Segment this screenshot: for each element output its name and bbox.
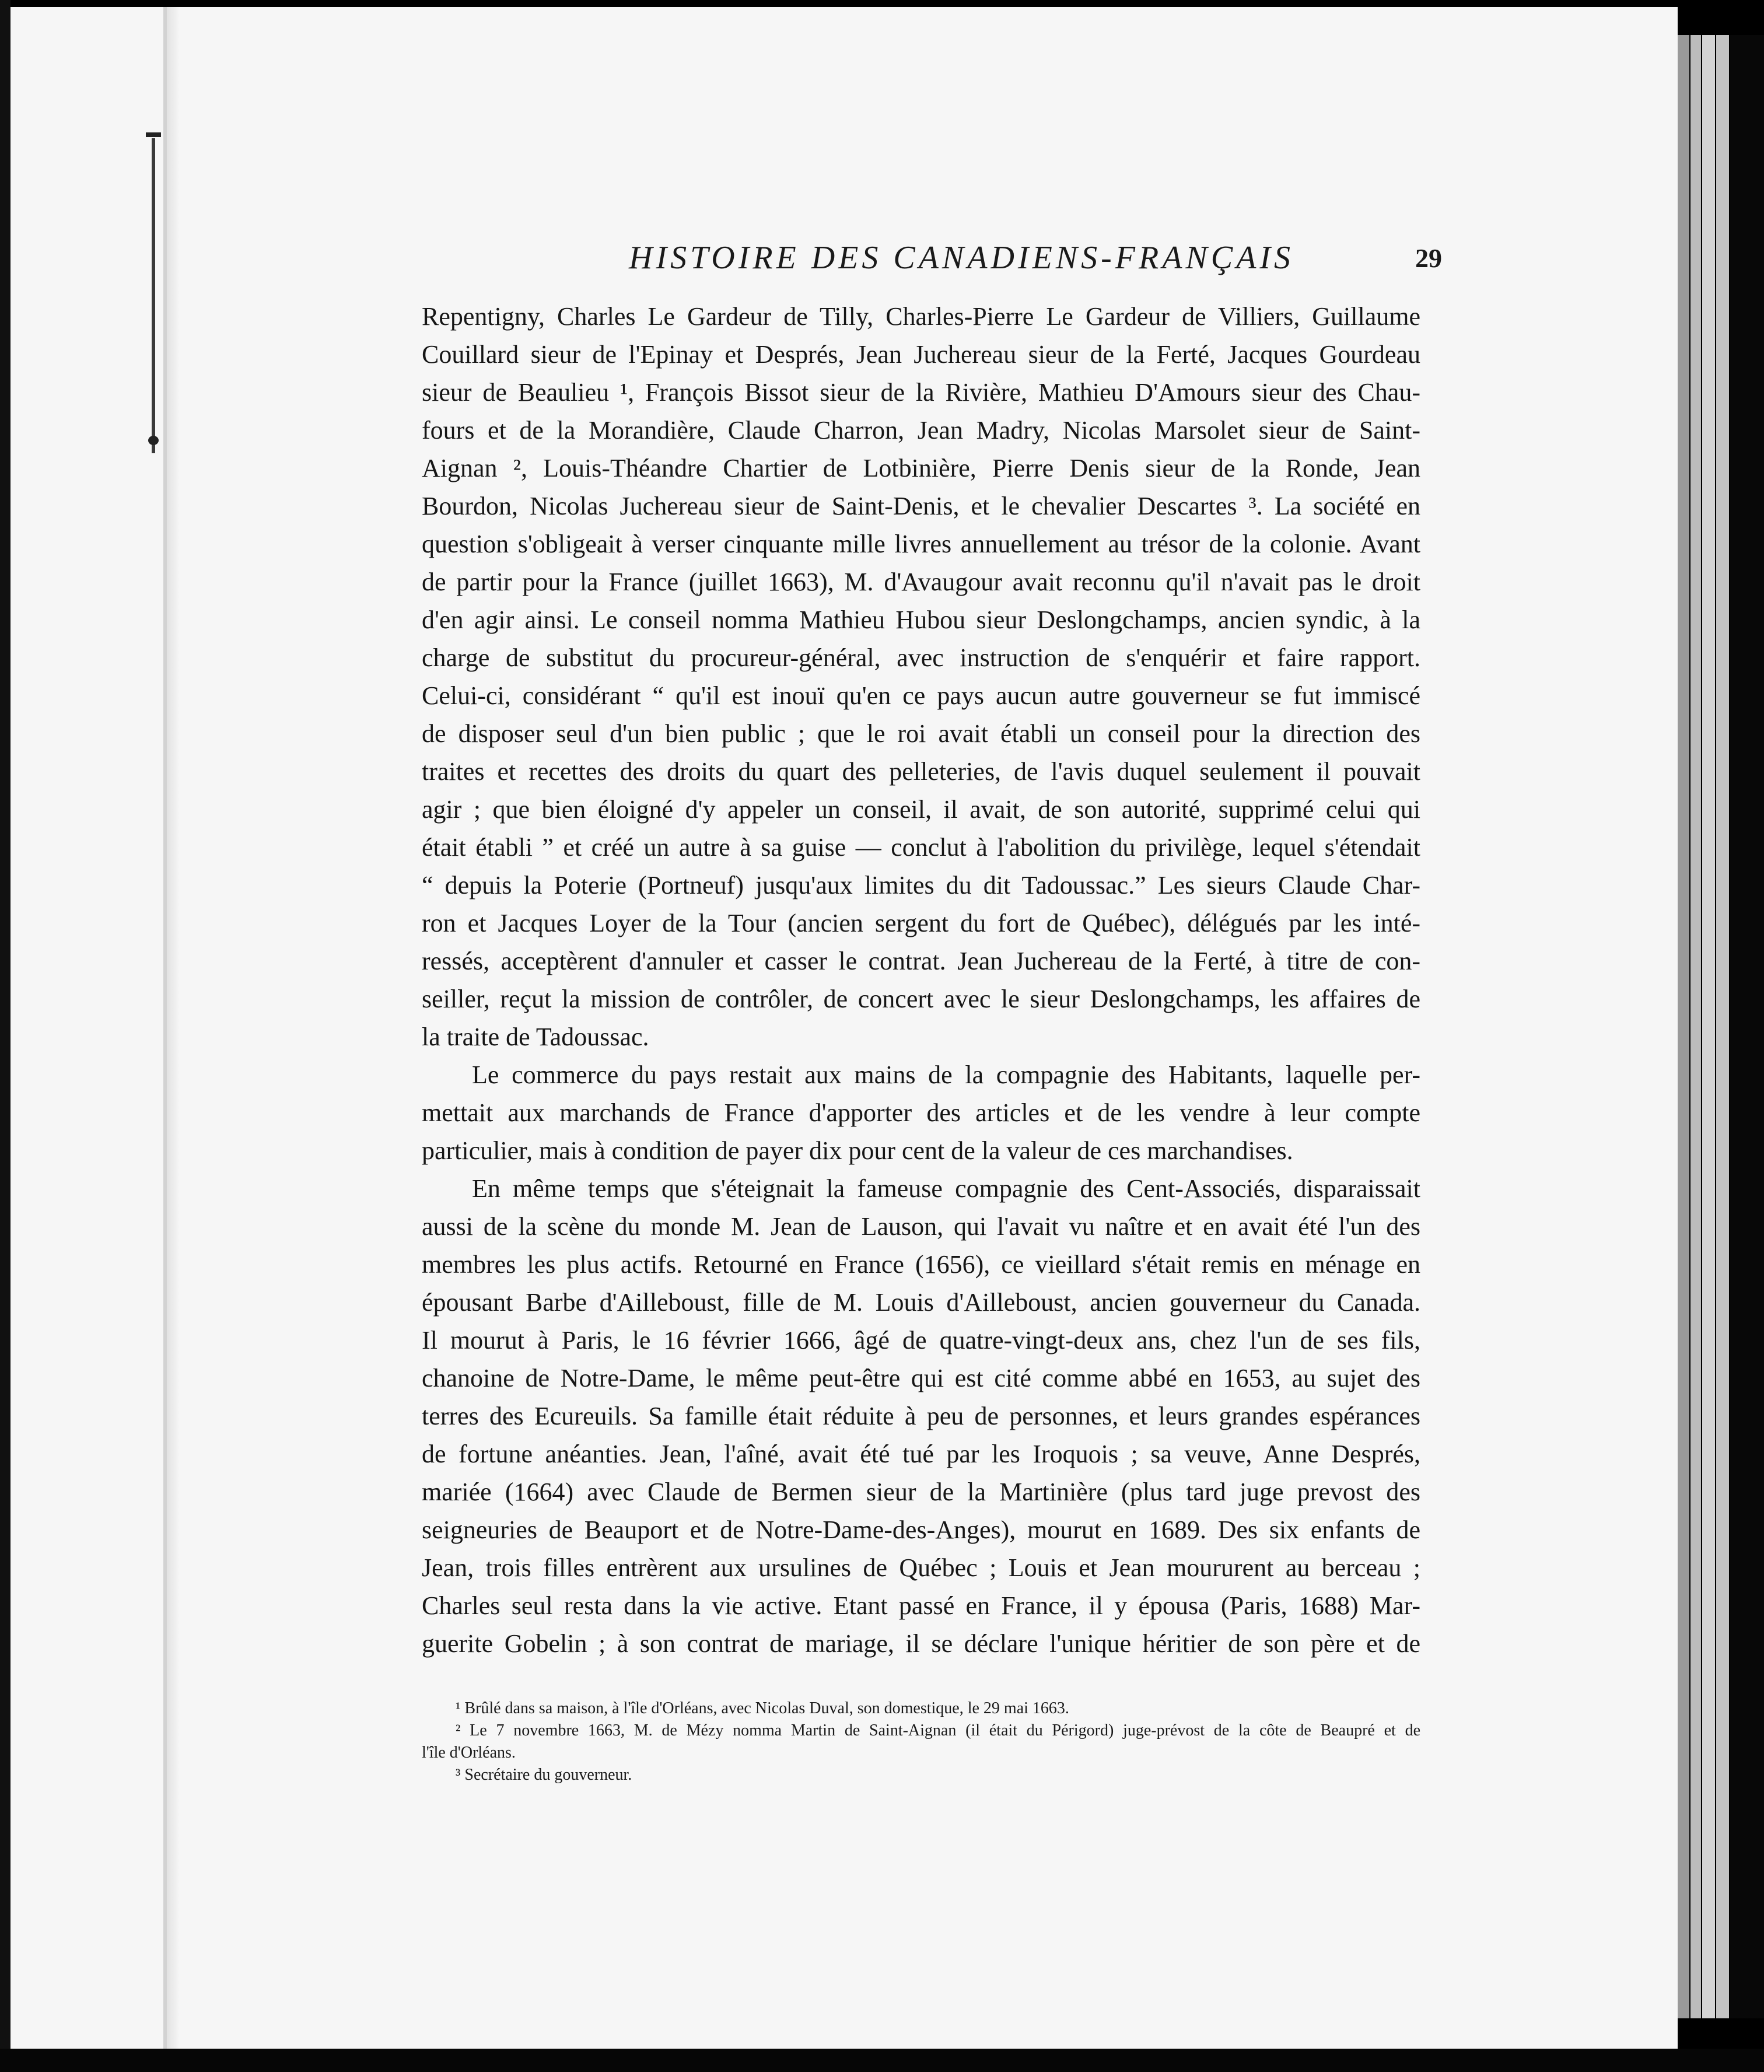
text-line: ron et Jacques Loyer de la Tour (ancien sergent du fort de Québec), délégués par les inté- bbox=[422, 909, 1420, 937]
text-line: de fortune anéanties. Jean, l'aîné, avait été tué par les Iroquois ; sa veuve, Anne Després, bbox=[422, 1440, 1420, 1468]
scan-right-edge bbox=[1730, 35, 1764, 2018]
text-line: était établi ” et créé un autre à sa guise — conclut à l'abolition du privilège, lequel s'étendait bbox=[422, 833, 1420, 862]
text-line: mettait aux marchands de France d'apporter des articles et de les vendre à leur compte bbox=[422, 1098, 1420, 1127]
scan-left-edge bbox=[0, 0, 10, 2072]
text-line: Il mourut à Paris, le 16 février 1666, âgé de quatre-vingt-deux ans, chez l'un de ses fils, bbox=[422, 1326, 1420, 1354]
text-line: agir ; que bien éloigné d'y appeler un conseil, il avait, de son autorité, supprimé celui qui bbox=[422, 795, 1420, 824]
book-page bbox=[10, 7, 1678, 2049]
text-line: ressés, acceptèrent d'annuler et casser le contrat. Jean Juchereau de la Ferté, à titre de con- bbox=[422, 947, 1420, 975]
text-line: guerite Gobelin ; à son contrat de mariage, il se déclare l'unique héritier de son père et de bbox=[422, 1629, 1420, 1658]
text-line: seigneuries de Beauport et de Notre-Dame-des-Anges), mourut en 1689. Des six enfants de bbox=[422, 1516, 1420, 1544]
footnote: ² Le 7 novembre 1663, M. de Mézy nomma Martin de Saint-Aignan (il était du Périgord) juge-prévost de la côte de Beaupré et de bbox=[456, 1721, 1420, 1740]
text-line: charge de substitut du procureur-général, avec instruction de s'enquérir et faire rapport. bbox=[422, 643, 1420, 672]
text-line: Couillard sieur de l'Epinay et Després, Jean Juchereau sieur de la Ferté, Jacques Gourdeau bbox=[422, 340, 1420, 369]
gutter-shade bbox=[167, 7, 180, 2049]
footnote-continuation: l'île d'Orléans. bbox=[422, 1744, 516, 1762]
text-line: la traite de Tadoussac. bbox=[422, 1023, 649, 1051]
text-line: En même temps que s'éteignait la fameuse compagnie des Cent-Associés, disparaissait bbox=[472, 1174, 1420, 1203]
footnote: ³ Secrétaire du gouverneur. bbox=[456, 1766, 632, 1784]
page-stack-sheet bbox=[1716, 35, 1729, 2018]
body-text bbox=[422, 298, 1420, 1662]
text-line: Celui-ci, considérant “ qu'il est inouï qu'en ce pays aucun autre gouverneur se fut immiscé bbox=[422, 681, 1420, 710]
text-line: épousant Barbe d'Ailleboust, fille de M. Louis d'Ailleboust, ancien gouverneur du Canada. bbox=[422, 1288, 1420, 1317]
page-number: 29 bbox=[1415, 243, 1442, 273]
text-line: de partir pour la France (juillet 1663), M. d'Avaugour avait reconnu qu'il n'avait pas le droit bbox=[422, 568, 1420, 596]
scan-bottom-edge bbox=[0, 2049, 1764, 2072]
text-line: Jean, trois filles entrèrent aux ursulines de Québec ; Louis et Jean moururent au berceau ; bbox=[422, 1553, 1420, 1582]
text-line: aussi de la scène du monde M. Jean de Lauson, qui l'avait vu naître et en avait été l'un des bbox=[422, 1212, 1420, 1241]
text-line: question s'obligeait à verser cinquante mille livres annuellement au trésor de la colonie. Avant bbox=[422, 530, 1420, 558]
text-line: sieur de Beaulieu ¹, François Bissot sieur de la Rivière, Mathieu D'Amours sieur des Chau- bbox=[422, 378, 1420, 407]
text-line: Bourdon, Nicolas Juchereau sieur de Saint-Denis, et le chevalier Descartes ³. La société en bbox=[422, 492, 1420, 520]
text-line: traites et recettes des droits du quart des pelleteries, de l'avis duquel seulement il pouvait bbox=[422, 757, 1420, 786]
text-line: “ depuis la Poterie (Portneuf) jusqu'aux limites du dit Tadoussac.” Les sieurs Claude Char- bbox=[422, 871, 1420, 900]
binding-thread bbox=[146, 132, 161, 459]
text-line: mariée (1664) avec Claude de Bermen sieur de la Martinière (plus tard juge prevost des bbox=[422, 1478, 1420, 1506]
text-line: seiller, reçut la mission de contrôler, de concert avec le sieur Deslongchamps, les affaires de bbox=[422, 985, 1420, 1013]
text-line: de disposer seul d'un bien public ; que le roi avait établi un conseil pour la direction des bbox=[422, 719, 1420, 748]
footnotes bbox=[422, 1698, 1420, 1786]
text-line: Repentigny, Charles Le Gardeur de Tilly, Charles-Pierre Le Gardeur de Villiers, Guillaume bbox=[422, 302, 1420, 331]
page-stack-edge bbox=[1678, 0, 1764, 2072]
page-stack-sheet bbox=[1690, 35, 1701, 2018]
running-title: HISTOIRE DES CANADIENS-FRANÇAIS bbox=[629, 240, 1294, 276]
text-line: Charles seul resta dans la vie active. Etant passé en France, il y épousa (Paris, 1688) Mar- bbox=[422, 1591, 1420, 1620]
text-line: Le commerce du pays restait aux mains de la compagnie des Habitants, laquelle per- bbox=[472, 1060, 1420, 1089]
text-line: fours et de la Morandière, Claude Charron, Jean Madry, Nicolas Marsolet sieur de Saint- bbox=[422, 416, 1420, 444]
text-line: terres des Ecureuils. Sa famille était réduite à peu de personnes, et leurs grandes espérances bbox=[422, 1402, 1420, 1430]
text-line: d'en agir ainsi. Le conseil nomma Mathieu Hubou sieur Deslongchamps, ancien syndic, à la bbox=[422, 606, 1420, 634]
page-stack-sheet bbox=[1678, 35, 1689, 2018]
binding-bar bbox=[152, 138, 155, 453]
text-line: Aignan ², Louis-Théandre Chartier de Lotbinière, Pierre Denis sieur de la Ronde, Jean bbox=[422, 454, 1420, 482]
page-stack-sheet bbox=[1702, 35, 1715, 2018]
footnote: ¹ Brûlé dans sa maison, à l'île d'Orléans, avec Nicolas Duval, son domestique, le 29 mai 1663. bbox=[456, 1699, 1069, 1717]
page-header bbox=[419, 239, 1446, 286]
text-line: membres les plus actifs. Retourné en France (1656), ce vieillard s'était remis en ménage en bbox=[422, 1250, 1420, 1279]
text-line: chanoine de Notre-Dame, le même peut-être qui est cité comme abbé en 1653, au sujet des bbox=[422, 1364, 1420, 1392]
text-line: particulier, mais à condition de payer dix pour cent de la valeur de ces marchandises. bbox=[422, 1136, 1293, 1165]
binding-cap bbox=[146, 132, 161, 137]
binding-knot bbox=[148, 436, 159, 445]
